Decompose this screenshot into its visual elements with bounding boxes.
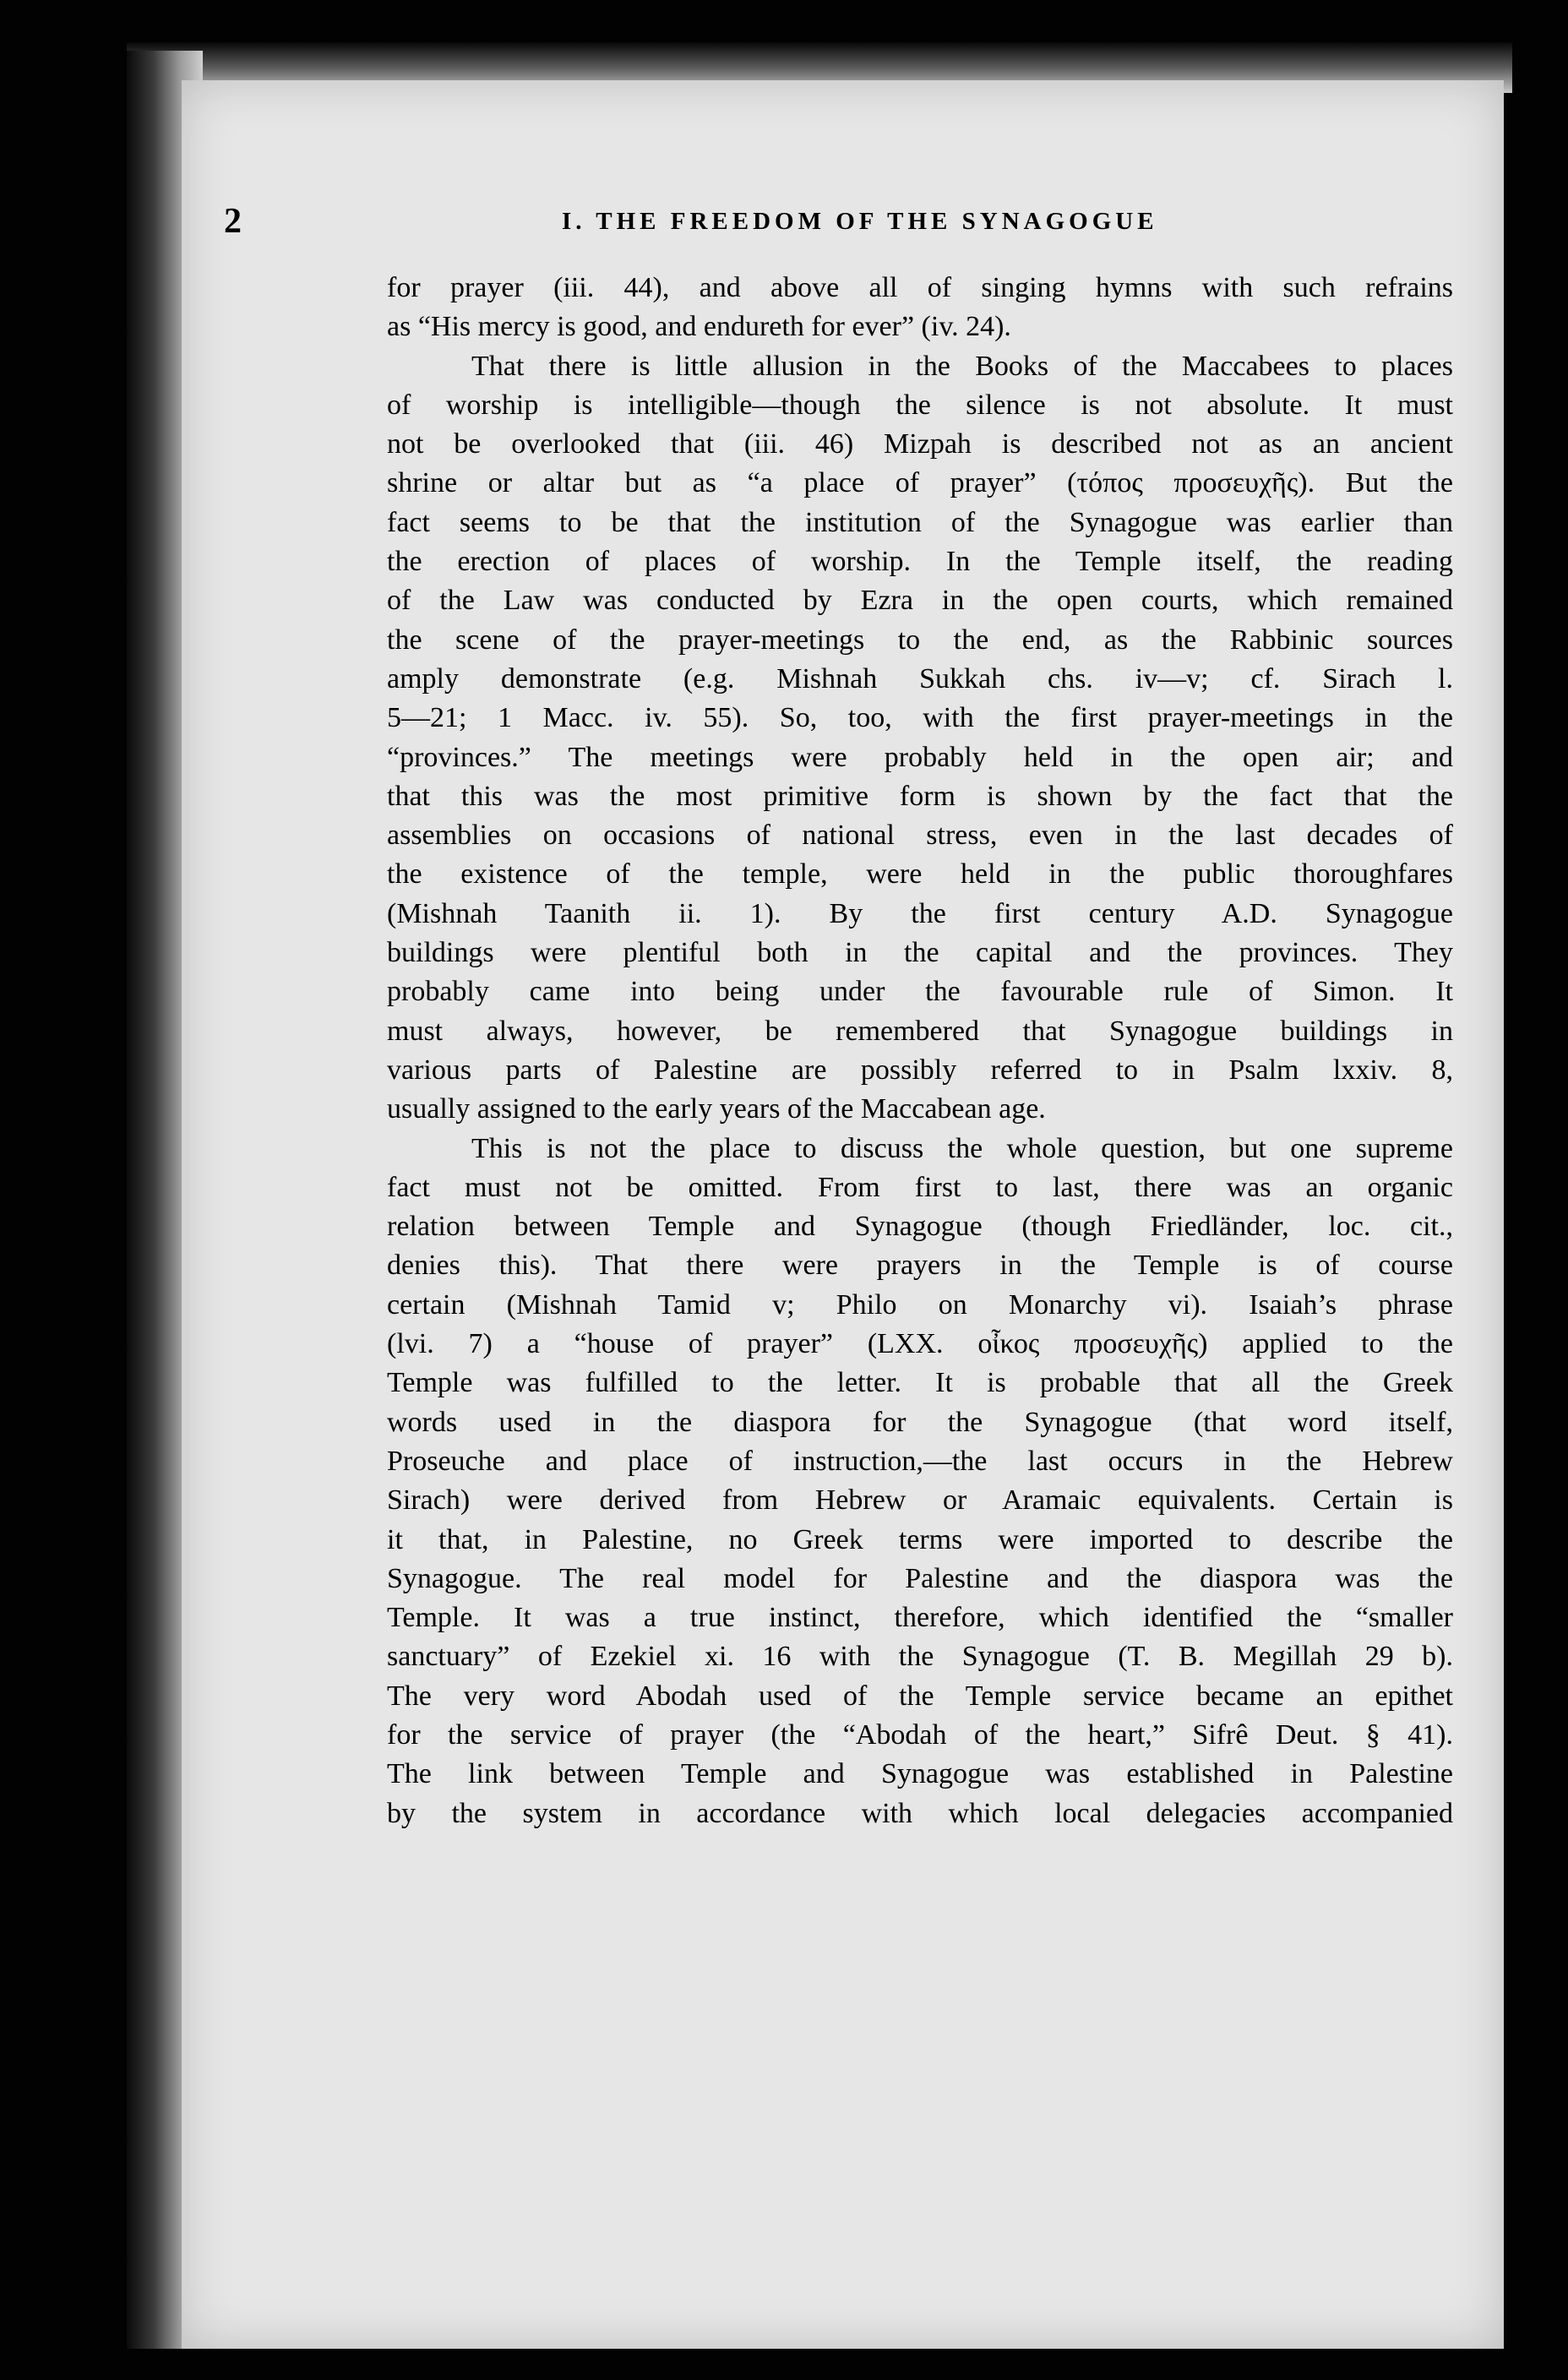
text-line: buildings were plentiful both in the capital and the provinces. They <box>387 937 1453 969</box>
text-line: by the system in accordance with which local delegacies accompanied <box>387 1797 1453 1829</box>
body-text <box>387 269 1453 1833</box>
text-line: certain (Mishnah Tamid v; Philo on Monarchy vi). Isaiah’s phrase <box>387 1288 1453 1321</box>
text-line: Temple was fulfilled to the letter. It is probable that all the Greek <box>387 1367 1453 1399</box>
text-line: not be overlooked that (iii. 46) Mizpah is described not as an ancient <box>387 428 1453 460</box>
text-line: of the Law was conducted by Ezra in the open courts, which remained <box>387 585 1453 617</box>
text-line: sanctuary” of Ezekiel xi. 16 with the Synagogue (T. B. Megillah 29 b). <box>387 1641 1453 1673</box>
text-line: Sirach) were derived from Hebrew or Aramaic equivalents. Certain is <box>387 1484 1453 1517</box>
text-line: the erection of places of worship. In the Temple itself, the reading <box>387 546 1453 578</box>
text-line: that this was the most primitive form is shown by the fact that the <box>387 780 1453 812</box>
text-line: for prayer (iii. 44), and above all of singing hymns with such refrains <box>387 272 1453 303</box>
running-title: I. THE FREEDOM OF THE SYNAGOGUE <box>562 208 1158 235</box>
text-line: usually assigned to the early years of the Maccabean age. <box>387 1093 1046 1125</box>
text-line: must always, however, be remembered that Synagogue buildings in <box>387 1015 1453 1047</box>
text-line: (lvi. 7) a “house of prayer” (LXX. οἶκος προσευχῆς) applied to the <box>387 1328 1453 1360</box>
text-line: That there is little allusion in the Books of the Maccabees to places <box>471 350 1453 382</box>
running-head <box>224 201 1491 245</box>
text-line: of worship is intelligible—though the silence is not absolute. It must <box>387 389 1453 421</box>
text-line: denies this). That there were prayers in the Temple is of course <box>387 1250 1453 1282</box>
text-line: the scene of the prayer-meetings to the end, as the Rabbinic sources <box>387 624 1453 656</box>
text-line: The very word Abodah used of the Temple service became an epithet <box>387 1680 1453 1712</box>
text-line: shrine or altar but as “a place of prayer” (τόπος προσευχῆς). But the <box>387 467 1453 499</box>
text-line: amply demonstrate (e.g. Mishnah Sukkah chs. iv—v; cf. Sirach l. <box>387 662 1453 694</box>
text-line: words used in the diaspora for the Synagogue (that word itself, <box>387 1406 1453 1438</box>
text-line: various parts of Palestine are possibly referred to in Psalm lxxiv. 8, <box>387 1054 1453 1086</box>
text-line: This is not the place to discuss the whole question, but one supreme <box>471 1132 1453 1164</box>
text-line: as “His mercy is good, and endureth for ever” (iv. 24). <box>387 311 1011 343</box>
text-line: relation between Temple and Synagogue (though Friedländer, loc. cit., <box>387 1211 1453 1243</box>
text-line: 5—21; 1 Macc. iv. 55). So, too, with the first prayer-meetings in the <box>387 702 1453 734</box>
text-line: fact seems to be that the institution of the Synagogue was earlier than <box>387 506 1453 538</box>
text-line: Synagogue. The real model for Palestine and the diaspora was the <box>387 1562 1453 1594</box>
text-line: “provinces.” The meetings were probably held in the open air; and <box>387 741 1453 773</box>
text-line: (Mishnah Taanith ii. 1). By the first century A.D. Synagogue <box>387 897 1453 929</box>
text-line: Proseuche and place of instruction,—the last occurs in the Hebrew <box>387 1445 1453 1477</box>
text-line: probably came into being under the favourable rule of Simon. It <box>387 976 1453 1008</box>
text-line: The link between Temple and Synagogue was established in Palestine <box>387 1758 1453 1790</box>
page-number: 2 <box>224 202 242 241</box>
text-line: for the service of prayer (the “Abodah of the heart,” Sifrê Deut. § 41). <box>387 1718 1453 1751</box>
text-line: Temple. It was a true instinct, therefore, which identified the “smaller <box>387 1602 1453 1634</box>
text-line: it that, in Palestine, no Greek terms were imported to describe the <box>387 1523 1453 1555</box>
text-line: fact must not be omitted. From first to last, there was an organic <box>387 1171 1453 1203</box>
text-line: assemblies on occasions of national stress, even in the last decades of <box>387 820 1453 852</box>
text-line: the existence of the temple, were held in the public thoroughfares <box>387 858 1453 890</box>
